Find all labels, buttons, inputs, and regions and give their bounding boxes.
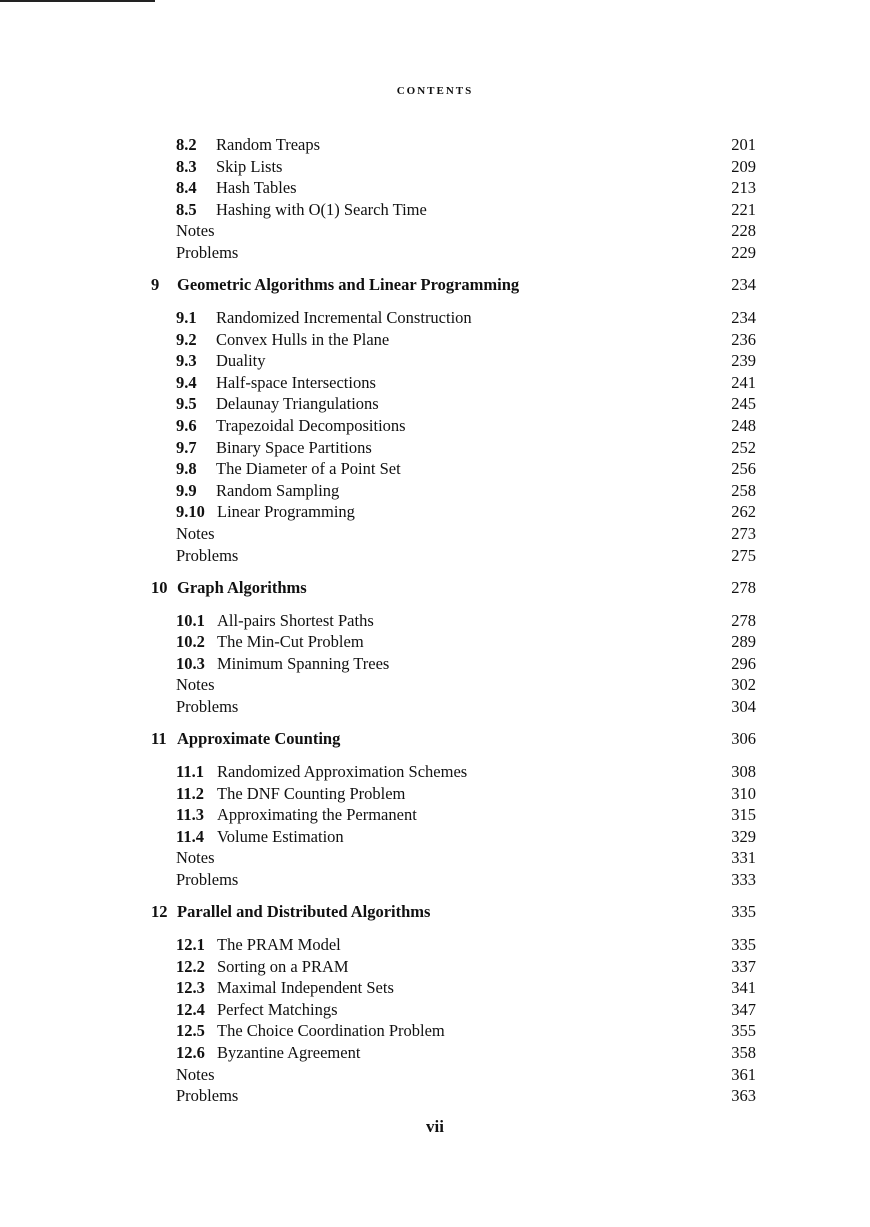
toc-section-row (0, 804, 870, 826)
toc-entry-number: 9.7 (176, 437, 197, 457)
toc-entry-page: 252 (731, 437, 756, 457)
toc-entry-page: 341 (731, 978, 756, 998)
toc-chapter-row (0, 274, 870, 296)
toc-entry-page: 213 (731, 178, 756, 198)
toc-entry-number: 9 (151, 275, 160, 294)
page-number: vii (426, 1117, 444, 1136)
toc-entry-number: 12.2 (176, 956, 205, 976)
toc-section-row (0, 329, 870, 351)
toc-entry-title: Maximal Independent Sets (217, 978, 394, 998)
toc-section-row (0, 761, 870, 783)
toc-section-row (0, 177, 870, 199)
toc-section-row (0, 307, 870, 329)
toc-matter-row (0, 220, 870, 242)
toc-entry-title: Skip Lists (216, 156, 283, 176)
toc-matter-row (0, 545, 870, 567)
toc-entry-page: 209 (731, 156, 756, 176)
toc-section-row (0, 437, 870, 459)
toc-section-row (0, 199, 870, 221)
toc-entry-title: Approximating the Permanent (217, 805, 417, 825)
toc-entry-number: 9.1 (176, 308, 197, 327)
toc-entry-page: 273 (731, 524, 756, 543)
toc-entry-title: Problems (176, 545, 239, 565)
toc-entry-page: 296 (731, 653, 756, 673)
toc-entry-number: 9.10 (176, 502, 205, 522)
toc-chapter-row (0, 577, 870, 599)
toc-section-row (0, 610, 870, 632)
toc-entry-title: Byzantine Agreement (217, 1043, 361, 1062)
toc-section-row (0, 393, 870, 415)
toc-entry-title: Random Sampling (216, 480, 340, 500)
toc-section-row (0, 134, 870, 156)
toc-section-row (0, 956, 870, 978)
toc-entry-number: 9.9 (176, 480, 197, 500)
toc-entry-number: 9.4 (176, 372, 197, 392)
toc-section-row (0, 1020, 870, 1042)
toc-entry-number: 10.3 (176, 653, 205, 673)
toc-entry-page: 363 (731, 1086, 756, 1106)
toc-entry-number: 8.3 (176, 156, 197, 176)
toc-entry-title: Hash Tables (216, 178, 297, 198)
toc-entry-title: Notes (176, 675, 215, 695)
toc-section-row (0, 372, 870, 394)
toc-entry-number: 12.4 (176, 999, 205, 1019)
toc-entry-page: 333 (731, 870, 756, 889)
toc-entry-page: 337 (731, 956, 756, 976)
toc-entry-title: Notes (176, 524, 215, 543)
toc-entry-title: Delaunay Triangulations (216, 394, 379, 414)
toc-entry-number: 12.1 (176, 935, 205, 954)
toc-entry-title: Graph Algorithms (177, 577, 307, 597)
toc-entry-title: Binary Space Partitions (216, 437, 372, 457)
toc-entry-number: 12 (151, 902, 168, 921)
toc-matter-row (0, 847, 870, 869)
toc-chapter-row (0, 901, 870, 923)
toc-entry-page: 358 (731, 1043, 756, 1062)
toc-entry-page: 241 (731, 372, 756, 392)
toc-entry-page: 315 (731, 805, 756, 825)
toc-entry-title: Problems (176, 243, 239, 262)
toc-entry-number: 11.2 (176, 783, 204, 803)
toc-entry-title: The Choice Coordination Problem (217, 1021, 445, 1041)
toc-entry-number: 10.2 (176, 632, 205, 652)
toc-entry-page: 228 (731, 221, 756, 241)
toc-entry-page: 306 (731, 729, 756, 748)
toc-section-row (0, 350, 870, 372)
toc-entry-page: 361 (731, 1064, 756, 1084)
toc-entry-title: Perfect Matchings (217, 999, 338, 1019)
toc-entry-title: Minimum Spanning Trees (217, 653, 390, 673)
toc-entry-title: Notes (176, 221, 215, 241)
toc-entry-number: 12.5 (176, 1021, 205, 1041)
toc-entry-page: 289 (731, 632, 756, 652)
toc-entry-number: 9.2 (176, 329, 197, 349)
toc-entry-page: 335 (731, 902, 756, 921)
toc-entry-page: 221 (731, 199, 756, 219)
toc-entry-title: The Diameter of a Point Set (216, 459, 401, 479)
toc-entry-page: 245 (731, 394, 756, 414)
toc-section-row (0, 1042, 870, 1064)
toc-entry-number: 9.3 (176, 351, 197, 371)
toc-entry-number: 11.4 (176, 826, 204, 846)
toc-section-row (0, 977, 870, 999)
toc-entry-page: 234 (731, 275, 756, 294)
toc-entry-number: 8.5 (176, 199, 197, 219)
toc-entry-page: 275 (731, 545, 756, 565)
toc-entry-number: 11 (151, 729, 167, 748)
toc-section-row (0, 480, 870, 502)
toc-entry-title: The DNF Counting Problem (217, 783, 406, 803)
toc-entry-page: 329 (731, 826, 756, 846)
toc-entry-title: Randomized Approximation Schemes (217, 762, 468, 781)
toc-entry-number: 11.3 (176, 805, 204, 825)
toc-entry-number: 9.8 (176, 459, 197, 479)
running-head: CONTENTS (396, 85, 474, 97)
toc-entry-title: Problems (176, 1086, 239, 1106)
toc-entry-title: Convex Hulls in the Plane (216, 329, 390, 349)
toc-section-row (0, 415, 870, 437)
toc-matter-row (0, 696, 870, 718)
toc-entry-number: 12.3 (176, 978, 205, 998)
toc-entry-number: 9.6 (176, 416, 197, 435)
toc-matter-row (0, 1085, 870, 1107)
toc-entry-title: Notes (176, 1064, 215, 1084)
toc-entry-page: 304 (731, 697, 756, 716)
toc-entry-title: Volume Estimation (217, 826, 344, 846)
toc-entry-number: 8.4 (176, 178, 197, 198)
toc-entry-page: 335 (731, 935, 756, 954)
toc-entry-number: 10 (151, 577, 168, 597)
toc-entry-title: Problems (176, 870, 239, 889)
toc-entry-page: 355 (731, 1021, 756, 1041)
toc-section-row (0, 999, 870, 1021)
toc-section-row (0, 826, 870, 848)
toc-entry-page: 234 (731, 308, 756, 327)
toc-entry-title: Random Treaps (216, 135, 321, 154)
toc-entry-number: 9.5 (176, 394, 197, 414)
toc-entry-title: Randomized Incremental Construction (216, 308, 472, 327)
toc-entry-page: 201 (731, 135, 756, 154)
toc-section-row (0, 631, 870, 653)
toc-section-row (0, 156, 870, 178)
toc-entry-title: Problems (176, 697, 239, 716)
toc-matter-row (0, 674, 870, 696)
toc-entry-title: Notes (176, 848, 215, 868)
toc-entry-title: The Min-Cut Problem (217, 632, 364, 652)
toc-entry-page: 262 (731, 502, 756, 522)
toc-entry-title: Duality (216, 351, 266, 371)
toc-entry-title: Half-space Intersections (216, 372, 376, 392)
toc-section-row (0, 934, 870, 956)
toc-chapter-row (0, 728, 870, 750)
toc-entry-page: 347 (731, 999, 756, 1019)
toc-entry-page: 229 (731, 243, 756, 262)
toc-entry-title: Approximate Counting (177, 729, 341, 748)
toc-entry-page: 239 (731, 351, 756, 371)
toc-entry-title: Trapezoidal Decompositions (216, 416, 406, 435)
toc-entry-title: Geometric Algorithms and Linear Programming (177, 275, 520, 294)
toc-entry-title: The PRAM Model (217, 935, 341, 954)
toc-entry-page: 278 (731, 610, 756, 630)
toc-section-row (0, 783, 870, 805)
toc-entry-page: 310 (731, 783, 756, 803)
toc-entry-page: 236 (731, 329, 756, 349)
toc-entry-title: Hashing with O(1) Search Time (216, 199, 427, 219)
toc-section-row (0, 458, 870, 480)
toc-matter-row (0, 1064, 870, 1086)
top-rule (0, 0, 155, 2)
toc-entry-title: Parallel and Distributed Algorithms (177, 902, 431, 921)
toc-matter-row (0, 869, 870, 891)
toc-entry-page: 248 (731, 416, 756, 435)
toc-section-row (0, 653, 870, 675)
toc-entry-title: Sorting on a PRAM (217, 956, 349, 976)
toc-entry-page: 258 (731, 480, 756, 500)
toc-section-row (0, 501, 870, 523)
toc-entry-page: 256 (731, 459, 756, 479)
toc-entry-number: 10.1 (176, 610, 205, 630)
toc-entry-page: 331 (731, 848, 756, 868)
toc-entry-number: 12.6 (176, 1043, 205, 1062)
toc-entry-title: All-pairs Shortest Paths (217, 610, 374, 630)
toc-entry-page: 302 (731, 675, 756, 695)
toc-entry-page: 278 (731, 577, 756, 597)
toc-entry-title: Linear Programming (217, 502, 355, 522)
toc-entry-number: 11.1 (176, 762, 204, 781)
toc-matter-row (0, 242, 870, 264)
toc-entry-page: 308 (731, 762, 756, 781)
toc-entry-number: 8.2 (176, 135, 197, 154)
toc-matter-row (0, 523, 870, 545)
